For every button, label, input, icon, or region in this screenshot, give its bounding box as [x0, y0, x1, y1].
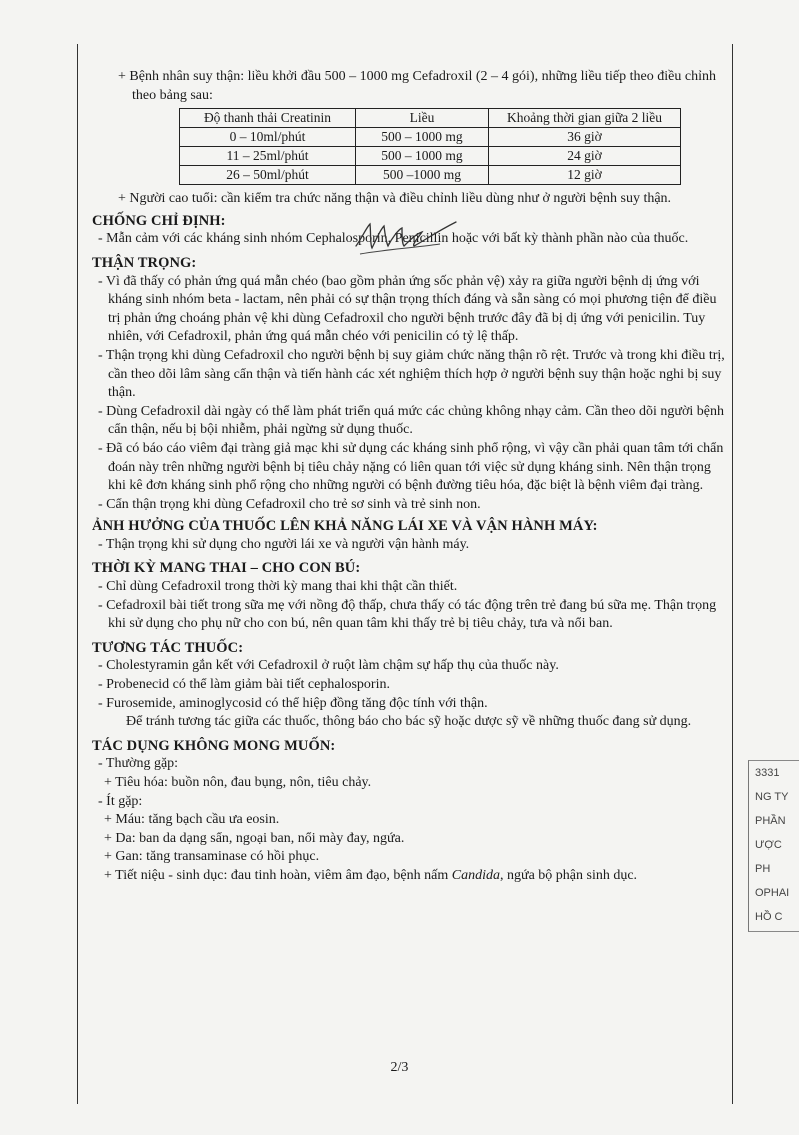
- table-row: [180, 147, 681, 166]
- renal-intro: + Bệnh nhân suy thận: liều khởi đầu 500 – 1000 mg Cefadroxil (2 – 4 gói), những liều tiếp theo điều chỉnh theo bảng sau:: [118, 69, 716, 103]
- renal-elderly: + Người cao tuổi: cần kiểm tra chức năng thận và điều chỉnh liều dùng như ở người bệnh suy thận.: [118, 191, 672, 207]
- list-item: - Cefadroxil bài tiết trong sữa mẹ với nồng độ thấp, chưa thấy có tác động trên trẻ đang bú sữa mẹ. Thận trọng khi sử dụng cho phụ nữ cho con bú, nên quan tâm khi thấy trẻ bị tiêu chảy, tưa và nổi ban.: [98, 597, 717, 632]
- stamp-text: 3331: [755, 767, 780, 779]
- page-number: 2/3: [390, 1060, 409, 1075]
- list-item: + Da: ban da dạng sẩn, ngoại ban, nổi mày đay, ngứa.: [104, 830, 405, 846]
- table-cell: 500 – 1000 mg: [356, 147, 489, 166]
- section-title-interactions: TƯƠNG TÁC THUỐC:: [92, 639, 244, 656]
- stamp-text: OPHAI: [755, 887, 790, 899]
- renal-dose-table: [179, 108, 681, 185]
- section-title-pregnancy: THỜI KỲ MANG THAI – CHO CON BÚ:: [92, 560, 361, 577]
- list-item: - Cholestyramin gắn kết với Cefadroxil ở ruột làm chậm sự hấp thụ của thuốc này.: [98, 658, 559, 674]
- table-cell: 500 –1000 mg: [356, 166, 489, 185]
- section-title-caution: THẬN TRỌNG:: [92, 254, 197, 271]
- stamp-text: NG TY: [755, 791, 789, 803]
- uro-italic: Candida: [451, 867, 500, 883]
- list-item: - Thận trọng khi sử dụng cho người lái xe và người vận hành máy.: [98, 536, 470, 552]
- table-header: Độ thanh thải Creatinin: [180, 109, 356, 128]
- table-row: [180, 128, 681, 147]
- section-title-contraindications: CHỐNG CHỈ ĐỊNH:: [92, 212, 226, 229]
- table-cell: 36 giờ: [489, 128, 681, 147]
- list-item: - Thận trọng khi dùng Cefadroxil cho người bệnh bị suy giảm chức năng thận rõ rệt. Trước và trong khi điều trị, cần theo dõi lâm sàng cẩn thận và tiến hành các xét nghiệm thích hợp ở người bệnh suy thận hoặc nghi bị suy thận.: [98, 347, 725, 401]
- list-item: + Máu: tăng bạch cầu ưa eosin.: [104, 812, 280, 828]
- list-item: [92, 867, 732, 886]
- table-header: Liều: [356, 109, 489, 128]
- table-header: Khoảng thời gian giữa 2 liều: [489, 109, 681, 128]
- stamp-text: HỒ C: [755, 911, 783, 923]
- table-cell: 500 – 1000 mg: [356, 128, 489, 147]
- table-cell: 24 giờ: [489, 147, 681, 166]
- uro-text: + Tiết niệu - sinh dục: đau tinh hoàn, viêm âm đạo, bệnh nấm: [104, 867, 452, 883]
- stamp-text: ƯỢC PH: [755, 839, 782, 875]
- adverse-common-label: - Thường gặp:: [98, 756, 179, 772]
- list-item: - Mẫn cảm với các kháng sinh nhóm Cephalosporin, Penicillin hoặc với bất kỳ thành phần nào của thuốc.: [98, 231, 689, 247]
- list-item: - Vì đã thấy có phản ứng quá mẫn chéo (bao gồm phản ứng sốc phản vệ) xảy ra giữa người bệnh dị ứng với kháng sinh nhóm beta - lactam, nên phải có sự thận trọng thích đáng và sẵn sàng có mọi phương tiện để điều trị phản ứng choáng phản vệ khi dùng Cefadroxil cho người bệnh trước đây đã bị dị ứng với penicilin. Tuy nhiên, với Cefadroxil, phản ứng quá mẫn chéo với penicilin có tỷ lệ thấp.: [98, 273, 717, 345]
- interaction-note: Để tránh tương tác giữa các thuốc, thông báo cho bác sỹ hoặc dược sỹ về những thuốc đang sử dụng.: [126, 714, 692, 730]
- list-item: + Tiêu hóa: buồn nôn, đau bụng, nôn, tiêu chảy.: [104, 775, 372, 790]
- stamp-border: [748, 760, 799, 932]
- company-stamp-fragment: [748, 760, 799, 935]
- section-title-driving: ẢNH HƯỞNG CỦA THUỐC LÊN KHẢ NĂNG LÁI XE VÀ VẬN HÀNH MÁY:: [92, 518, 598, 535]
- table-cell: 0 – 10ml/phút: [180, 128, 356, 147]
- handwritten-signature: [352, 216, 462, 260]
- table-cell: 26 – 50ml/phút: [180, 166, 356, 185]
- table-header-row: [180, 109, 681, 128]
- list-item: - Cẩn thận trọng khi dùng Cefadroxil cho trẻ sơ sinh và trẻ sinh non.: [98, 496, 481, 512]
- list-item: - Đã có báo cáo viêm đại tràng giả mạc khi sử dụng các kháng sinh phổ rộng, vì vậy cần phải quan tâm tới chẩn đoán này trên những người bệnh bị tiêu chảy nặng có liên quan tới việc sử dụng kháng sinh. Nên thận trọng khi kê đơn kháng sinh phổ rộng cho những người có bệnh đường tiêu hóa, đặc biệt là bệnh viêm đại tràng.: [98, 440, 724, 494]
- uro-suffix: , ngứa bộ phận sinh dục.: [499, 867, 638, 883]
- list-item: - Chỉ dùng Cefadroxil trong thời kỳ mang thai khi thật cần thiết.: [98, 579, 458, 595]
- table-row: [180, 166, 681, 185]
- table-cell: 12 giờ: [489, 166, 681, 185]
- adverse-uncommon-label: - Ít gặp:: [98, 793, 143, 809]
- list-item: - Probenecid có thể làm giảm bài tiết cephalosporin.: [98, 677, 390, 693]
- table-cell: 11 – 25ml/phút: [180, 147, 356, 166]
- list-item: - Dùng Cefadroxil dài ngày có thể làm phát triển quá mức các chủng không nhạy cảm. Cần theo dõi người bệnh cẩn thận, nếu bị bội nhiễm, phải ngừng sử dụng thuốc.: [98, 403, 724, 438]
- list-item: + Gan: tăng transaminase có hồi phục.: [104, 849, 320, 865]
- list-item: - Furosemide, aminoglycosid có thể hiệp đồng tăng độc tính với thận.: [98, 695, 488, 711]
- section-title-adverse: TÁC DỤNG KHÔNG MONG MUỐN:: [92, 737, 336, 754]
- stamp-text: PHẦN: [755, 815, 786, 827]
- document-body: [92, 68, 732, 886]
